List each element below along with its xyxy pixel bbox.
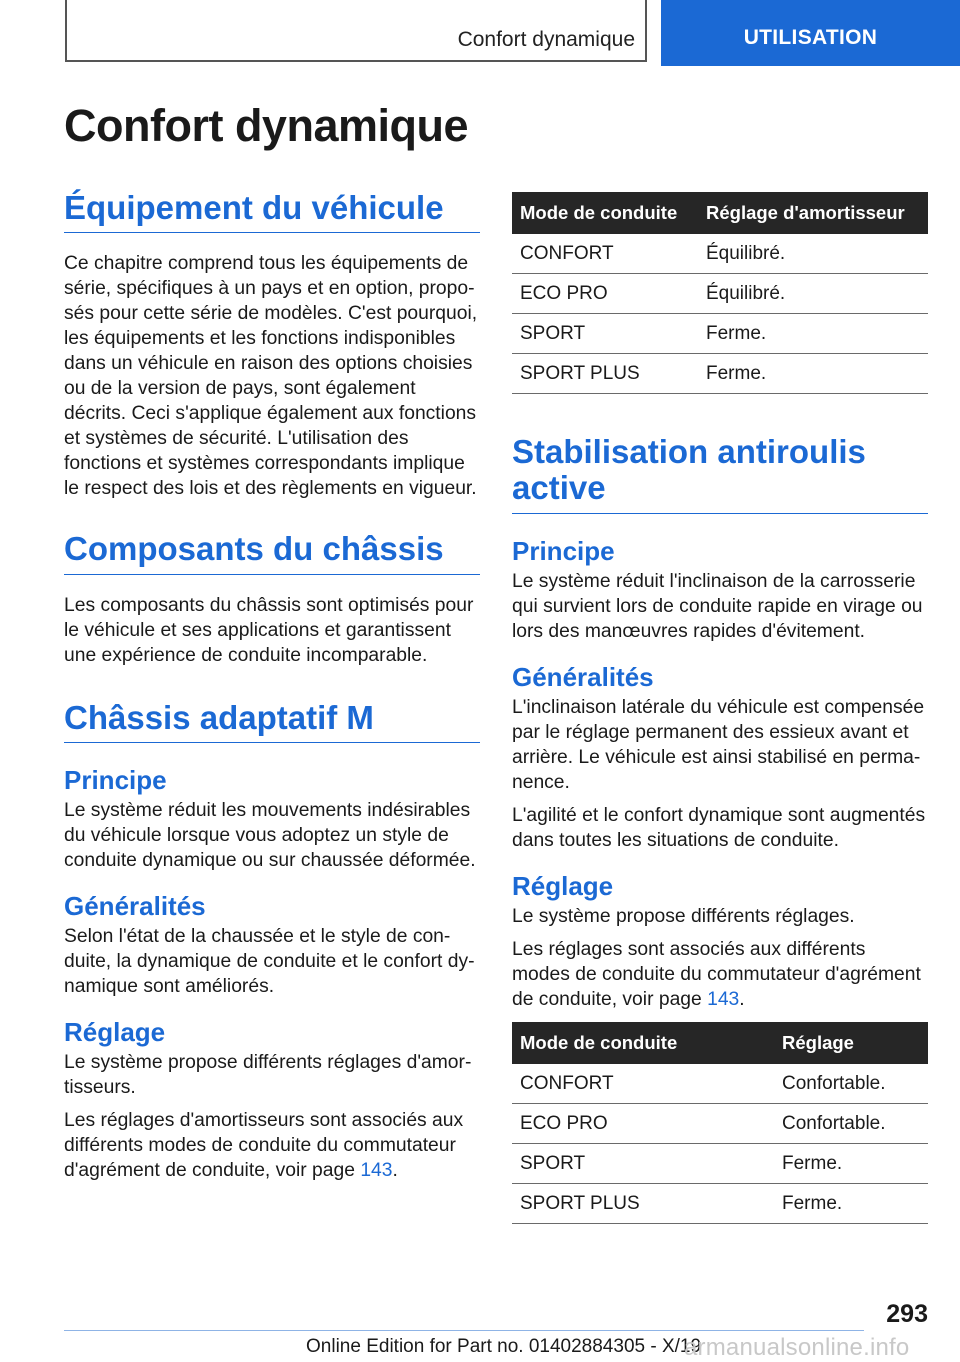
anti-roll-setting-text-2 <box>512 937 928 1012</box>
general-text: Selon l'état de la chaussée et le style de conduite, la dynamique de conduite et le confort dynamique sont améliorés. <box>64 926 475 998</box>
page-link-143[interactable]: 143 <box>360 1160 393 1182</box>
section-heading-chassis-components: Composants du châssis <box>64 531 480 574</box>
subheading-general: Généralités <box>64 891 206 922</box>
section-heading-equipment: Équipement du véhicule <box>64 190 480 233</box>
table-cell: SPORT <box>512 314 698 354</box>
table-cell: CONFORT <box>512 234 698 274</box>
table-header-row <box>512 1022 928 1064</box>
anti-roll-setting-text-2-tail: . <box>739 989 745 1011</box>
subheading-general: Généralités <box>512 661 654 692</box>
edition-note: Online Edition for Part no. 01402884305 - X/19 <box>306 1336 702 1357</box>
table-cell: ECO PRO <box>512 274 698 314</box>
anti-roll-general-text-2: L'agilité et le confort dynamique sont augmentés dans toutes les situations de conduite. <box>512 804 926 851</box>
setting-text-2-lead: Les réglages d'amortisseurs sont associés aux différents modes de conduite du commutateur d'agrément de conduite, voir page <box>64 1110 464 1182</box>
table-row <box>512 1144 928 1184</box>
anti-roll-settings-table <box>512 1022 928 1224</box>
setting-text-1: Le système propose différents réglages d'amortisseurs. <box>64 1052 472 1099</box>
subheading-setting: Réglage <box>64 1017 166 1048</box>
section-heading-adaptive-chassis: Châssis adaptatif M <box>64 700 480 743</box>
table-cell: Confortable. <box>774 1064 928 1104</box>
right-column <box>512 192 928 1224</box>
subheading-principle: Principe <box>512 535 615 566</box>
table-row <box>512 1184 928 1224</box>
table-cell: Ferme. <box>774 1184 928 1224</box>
table-cell: ECO PRO <box>512 1104 774 1144</box>
footer-divider <box>64 1330 864 1331</box>
subheading-principle: Principe <box>64 764 167 795</box>
table-cell: SPORT PLUS <box>512 354 698 394</box>
table-row <box>512 354 928 394</box>
section-tab[interactable]: UTILISATION <box>661 0 960 66</box>
table-header-cell: Réglage <box>774 1022 928 1064</box>
table-cell: Équilibré. <box>698 234 928 274</box>
equipment-paragraph: Ce chapitre comprend tous les équipements de série, spécifiques à un pays et en option, proposés pour cette série de modèles. C'est pourquoi, les équipements et les fonctions indisponibles dans un véhicule en raison des options choisies ou de la version de pays, sont également décrits. Ceci s'applique également aux fonctions et systèmes de sécurité. L'utilisation des fonctions et systèmes correspondants implique le respect des lois et des règlements en vigueur. <box>64 253 478 500</box>
left-column <box>64 190 480 1191</box>
table-cell: Équilibré. <box>698 274 928 314</box>
table-row <box>512 234 928 274</box>
table-cell: CONFORT <box>512 1064 774 1104</box>
table-cell: Ferme. <box>774 1144 928 1184</box>
subheading-setting: Réglage <box>512 870 614 901</box>
table-row <box>512 1064 928 1104</box>
table-header-cell: Mode de conduite <box>512 1022 774 1064</box>
setting-text-2 <box>64 1108 480 1183</box>
page-title: Confort dynamique <box>64 100 468 151</box>
table-row <box>512 1104 928 1144</box>
damper-settings-table <box>512 192 928 394</box>
anti-roll-general-text-1: L'inclinaison latérale du véhicule est compensée par le réglage permanent des essieux avant et arrière. Le véhicule est ainsi stabilisé en permanence. <box>512 696 925 793</box>
table-cell: Ferme. <box>698 314 928 354</box>
chassis-components-paragraph: Les composants du châssis sont optimisés pour le véhicule et ses applications et garantissent une expérience de conduite incomparable. <box>64 594 474 666</box>
setting-text-2-tail: . <box>392 1160 398 1182</box>
anti-roll-principle-text: Le système réduit l'inclinaison de la carrosserie qui survient lors de conduite rapide en virage ou lors des manœuvres rapides d'évitement. <box>512 570 923 642</box>
table-row <box>512 314 928 354</box>
table-cell: SPORT <box>512 1144 774 1184</box>
anti-roll-setting-text-2-lead: Les réglages sont associés aux différents modes de conduite du commutateur d'agrément de conduite, voir page <box>512 939 921 1011</box>
table-row <box>512 274 928 314</box>
table-cell: SPORT PLUS <box>512 1184 774 1224</box>
watermark: armanualsonline.info <box>684 1334 910 1361</box>
page-number: 293 <box>886 1300 928 1328</box>
table-cell: Confortable. <box>774 1104 928 1144</box>
table-header-row <box>512 192 928 234</box>
page-link-143[interactable]: 143 <box>707 989 740 1011</box>
table-header-cell: Réglage d'amortisseur <box>698 192 928 234</box>
section-heading-anti-roll: Stabilisation antiroulis active <box>512 434 928 514</box>
chapter-title: Confort dynamique <box>457 28 635 51</box>
table-header-cell: Mode de conduite <box>512 192 698 234</box>
page-header <box>0 0 960 66</box>
table-cell: Ferme. <box>698 354 928 394</box>
anti-roll-setting-text-1: Le système propose différents réglages. <box>512 906 855 928</box>
principle-text: Le système réduit les mouvements indésirables du véhicule lorsque vous adoptez un style de conduite dynamique ou sur chaussée déformée. <box>64 800 476 872</box>
